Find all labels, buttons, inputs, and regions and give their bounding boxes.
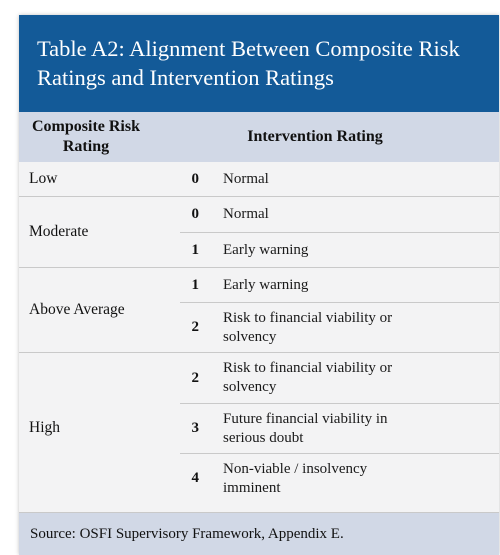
table-card <box>19 15 499 555</box>
intervention-number: 0 <box>191 170 199 187</box>
intervention-text: Risk to financial viability or solvency <box>223 309 393 345</box>
table-row <box>180 302 499 352</box>
intervention-text: Risk to financial viability or solvency <box>223 360 393 395</box>
intervention-text: Normal <box>223 206 269 222</box>
group-low <box>19 162 499 196</box>
table-row <box>180 353 499 403</box>
table-row <box>180 453 499 503</box>
intervention-number: 2 <box>191 319 199 335</box>
group-above-average <box>19 267 499 352</box>
intervention-text: Early warning <box>223 241 309 258</box>
group-label: Above Average <box>29 301 125 318</box>
source-note: Source: OSFI Supervisory Framework, Appendix E. <box>19 512 499 555</box>
header-intervention-rating: Intervention Rating <box>247 128 383 145</box>
group-label: High <box>29 419 60 436</box>
table-row <box>180 162 499 196</box>
table-row <box>180 197 499 232</box>
intervention-number: 1 <box>191 241 199 258</box>
table-row <box>180 232 499 267</box>
intervention-text: Non-viable / insolvency imminent <box>223 460 368 496</box>
intervention-text: Future financial viability in serious doubt <box>223 410 388 446</box>
intervention-number: 3 <box>191 420 199 436</box>
intervention-number: 2 <box>191 369 199 386</box>
intervention-text: Early warning <box>223 276 309 293</box>
group-moderate <box>19 196 499 267</box>
intervention-number: 1 <box>191 276 199 293</box>
table-title: Table A2: Alignment Between Composite Risk Ratings and Intervention Ratings <box>19 15 499 112</box>
table-row <box>180 403 499 453</box>
table-header <box>19 112 499 162</box>
intervention-text: Normal <box>223 170 269 187</box>
intervention-number: 4 <box>191 470 199 486</box>
group-high <box>19 352 499 503</box>
group-label: Moderate <box>29 223 89 240</box>
intervention-number: 0 <box>191 206 199 222</box>
group-label: Low <box>29 170 58 187</box>
table-row <box>180 268 499 302</box>
header-composite-risk-rating: Composite Risk Rating <box>31 118 140 155</box>
